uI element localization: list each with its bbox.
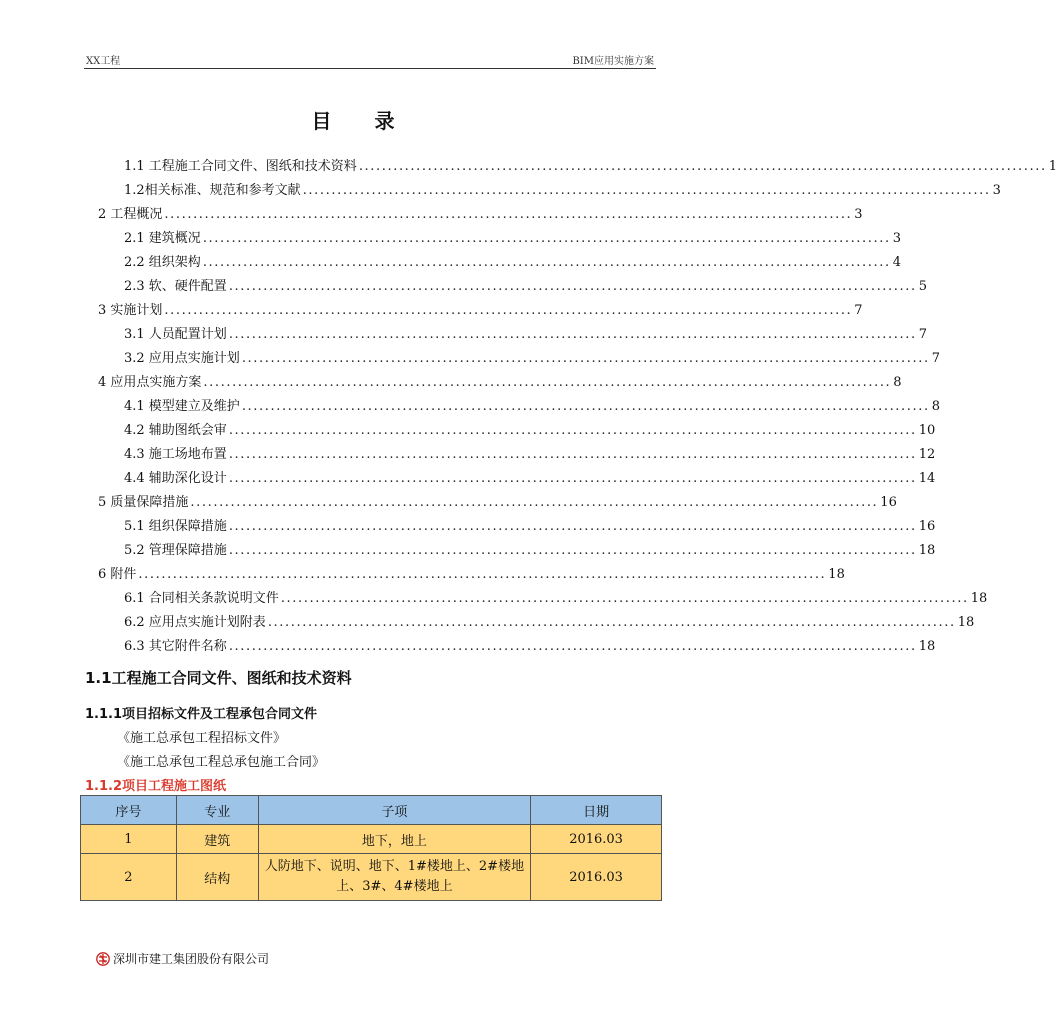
toc-entry[interactable]: [98, 563, 845, 583]
toc-entry-label: 1.2相关标准、规范和参考文献: [124, 183, 301, 198]
toc-entry-label: 5.1 组织保障措施: [124, 519, 227, 534]
toc-entry-page: 3: [992, 183, 1001, 198]
toc-leader-dots: ........................................................................................................................: [228, 423, 917, 438]
toc-leader-dots: ........................................................................................................................: [164, 207, 853, 222]
footer-company-name: 深圳市建工集团股份有限公司: [113, 952, 270, 966]
page-footer: [96, 950, 269, 967]
toc-entry-label: 4.3 施工场地布置: [124, 447, 227, 462]
toc-entry[interactable]: [124, 323, 927, 343]
table-row: [81, 854, 662, 901]
toc-leader-dots: ........................................................................................................................: [241, 399, 930, 414]
toc-leader-dots: ........................................................................................................................: [228, 639, 917, 654]
toc-leader-dots: ........................................................................................................................: [228, 543, 917, 558]
column-header-discipline: 专业: [176, 796, 258, 825]
toc-entry-page: 18: [918, 543, 936, 558]
toc-entry-page: 10: [918, 423, 936, 438]
toc-entry-page: 16: [918, 519, 936, 534]
toc-entry[interactable]: [124, 395, 940, 415]
cell-date: 2016.03: [531, 854, 662, 901]
toc-entry-page: 8: [931, 399, 940, 414]
drawings-table: [80, 795, 662, 901]
toc-entry[interactable]: [124, 635, 936, 655]
cell-no: 1: [81, 825, 177, 854]
toc-entry-label: 6.3 其它附件名称: [124, 639, 227, 654]
toc-entry-label: 4.4 辅助深化设计: [124, 471, 227, 486]
toc-leader-dots: ........................................................................................................................: [190, 495, 879, 510]
toc-entry[interactable]: [124, 611, 975, 631]
table-row: [81, 825, 662, 854]
toc-entry[interactable]: [124, 275, 927, 295]
column-header-subitem: 子项: [258, 796, 530, 825]
toc-entry-label: 4.1 模型建立及维护: [124, 399, 240, 414]
page-header: [84, 50, 656, 69]
column-header-no: 序号: [81, 796, 177, 825]
toc-entry-label: 2.1 建筑概况: [124, 231, 201, 246]
cell-subitem: 人防地下、说明、地下、1#楼地上、2#楼地上、3#、4#楼地上: [258, 854, 530, 901]
toc-leader-dots: ........................................................................................................................: [228, 327, 917, 342]
toc-leader-dots: ........................................................................................................................: [228, 447, 917, 462]
toc-entry-page: 18: [828, 567, 845, 582]
toc-leader-dots: ........................................................................................................................: [228, 279, 917, 294]
toc-entry[interactable]: [98, 299, 863, 319]
toc-title: 目 录: [311, 109, 413, 133]
toc-leader-dots: ........................................................................................................................: [138, 567, 827, 582]
toc-entry-page: 4: [892, 255, 901, 270]
toc-leader-dots: ........................................................................................................................: [228, 519, 917, 534]
subsection-heading-contract-docs: 1.1.1项目招标文件及工程承包合同文件: [85, 707, 318, 722]
header-project-name: XX工程: [86, 56, 121, 67]
toc-entry[interactable]: [98, 491, 897, 511]
toc-entry[interactable]: [124, 443, 936, 463]
toc-leader-dots: ........................................................................................................................: [241, 351, 930, 366]
toc-entry-page: 12: [918, 447, 936, 462]
section-heading: 1.1工程施工合同文件、图纸和技术资料: [85, 669, 352, 687]
toc-leader-dots: ........................................................................................................................: [228, 471, 917, 486]
toc-entry[interactable]: [98, 203, 863, 223]
toc-entry[interactable]: [124, 467, 936, 487]
document-item: 《施工总承包工程招标文件》: [117, 731, 287, 746]
toc-leader-dots: ........................................................................................................................: [302, 183, 991, 198]
toc-entry[interactable]: [124, 515, 936, 535]
toc-entry[interactable]: [124, 155, 1057, 175]
toc-entry-page: 18: [957, 615, 975, 630]
toc-entry-label: 2.2 组织架构: [124, 255, 201, 270]
toc-entry[interactable]: [124, 251, 901, 271]
toc-entry-page: 3: [854, 207, 863, 222]
toc-entry[interactable]: [98, 371, 902, 391]
toc-entry-label: 2 工程概况: [98, 207, 163, 222]
toc-entry-label: 6.2 应用点实施计划附表: [124, 615, 266, 630]
document-item: 《施工总承包工程总承包施工合同》: [117, 755, 326, 770]
toc-entry[interactable]: [124, 539, 936, 559]
toc-entry-label: 5.2 管理保障措施: [124, 543, 227, 558]
toc-entry-page: 8: [893, 375, 902, 390]
cell-discipline: 结构: [176, 854, 258, 901]
toc-entry-label: 6.1 合同相关条款说明文件: [124, 591, 279, 606]
toc-entry-page: 18: [918, 639, 936, 654]
subsection-heading-drawings: 1.1.2项目工程施工图纸: [85, 779, 227, 794]
table-header-row: [81, 796, 662, 825]
toc-entry-page: 14: [918, 471, 936, 486]
toc-entry-label: 6 附件: [98, 567, 137, 582]
company-logo-icon: [96, 952, 110, 966]
toc-entry-label: 5 质量保障措施: [98, 495, 189, 510]
toc-entry-page: 1: [1048, 159, 1057, 174]
toc-entry-page: 7: [918, 327, 927, 342]
toc-entry-label: 3.1 人员配置计划: [124, 327, 227, 342]
column-header-date: 日期: [531, 796, 662, 825]
cell-date: 2016.03: [531, 825, 662, 854]
cell-discipline: 建筑: [176, 825, 258, 854]
toc-entry[interactable]: [124, 587, 988, 607]
toc-entry-label: 1.1 工程施工合同文件、图纸和技术资料: [124, 159, 357, 174]
toc-entry-page: 7: [931, 351, 940, 366]
toc-entry-label: 4.2 辅助图纸会审: [124, 423, 227, 438]
toc-entry-page: 18: [970, 591, 988, 606]
toc-entry[interactable]: [124, 179, 1001, 199]
toc-entry-label: 3 实施计划: [98, 303, 163, 318]
toc-entry-page: 5: [918, 279, 927, 294]
toc-entry-label: 4 应用点实施方案: [98, 375, 202, 390]
toc-entry[interactable]: [124, 227, 901, 247]
header-document-title: BIM应用实施方案: [572, 56, 654, 67]
toc-leader-dots: ........................................................................................................................: [202, 255, 891, 270]
toc-leader-dots: ........................................................................................................................: [202, 231, 891, 246]
cell-no: 2: [81, 854, 177, 901]
toc-leader-dots: ........................................................................................................................: [280, 591, 969, 606]
toc-entry-page: 3: [892, 231, 901, 246]
toc-entry[interactable]: [124, 347, 940, 367]
toc-leader-dots: ........................................................................................................................: [358, 159, 1047, 174]
toc-leader-dots: ........................................................................................................................: [267, 615, 956, 630]
toc-entry-label: 3.2 应用点实施计划: [124, 351, 240, 366]
toc-entry-page: 7: [854, 303, 863, 318]
toc-entry-page: 16: [880, 495, 897, 510]
toc-leader-dots: ........................................................................................................................: [203, 375, 892, 390]
toc-entry-label: 2.3 软、硬件配置: [124, 279, 227, 294]
toc-entry[interactable]: [124, 419, 936, 439]
cell-subitem: 地下，地上: [258, 825, 530, 854]
toc-leader-dots: ........................................................................................................................: [164, 303, 853, 318]
